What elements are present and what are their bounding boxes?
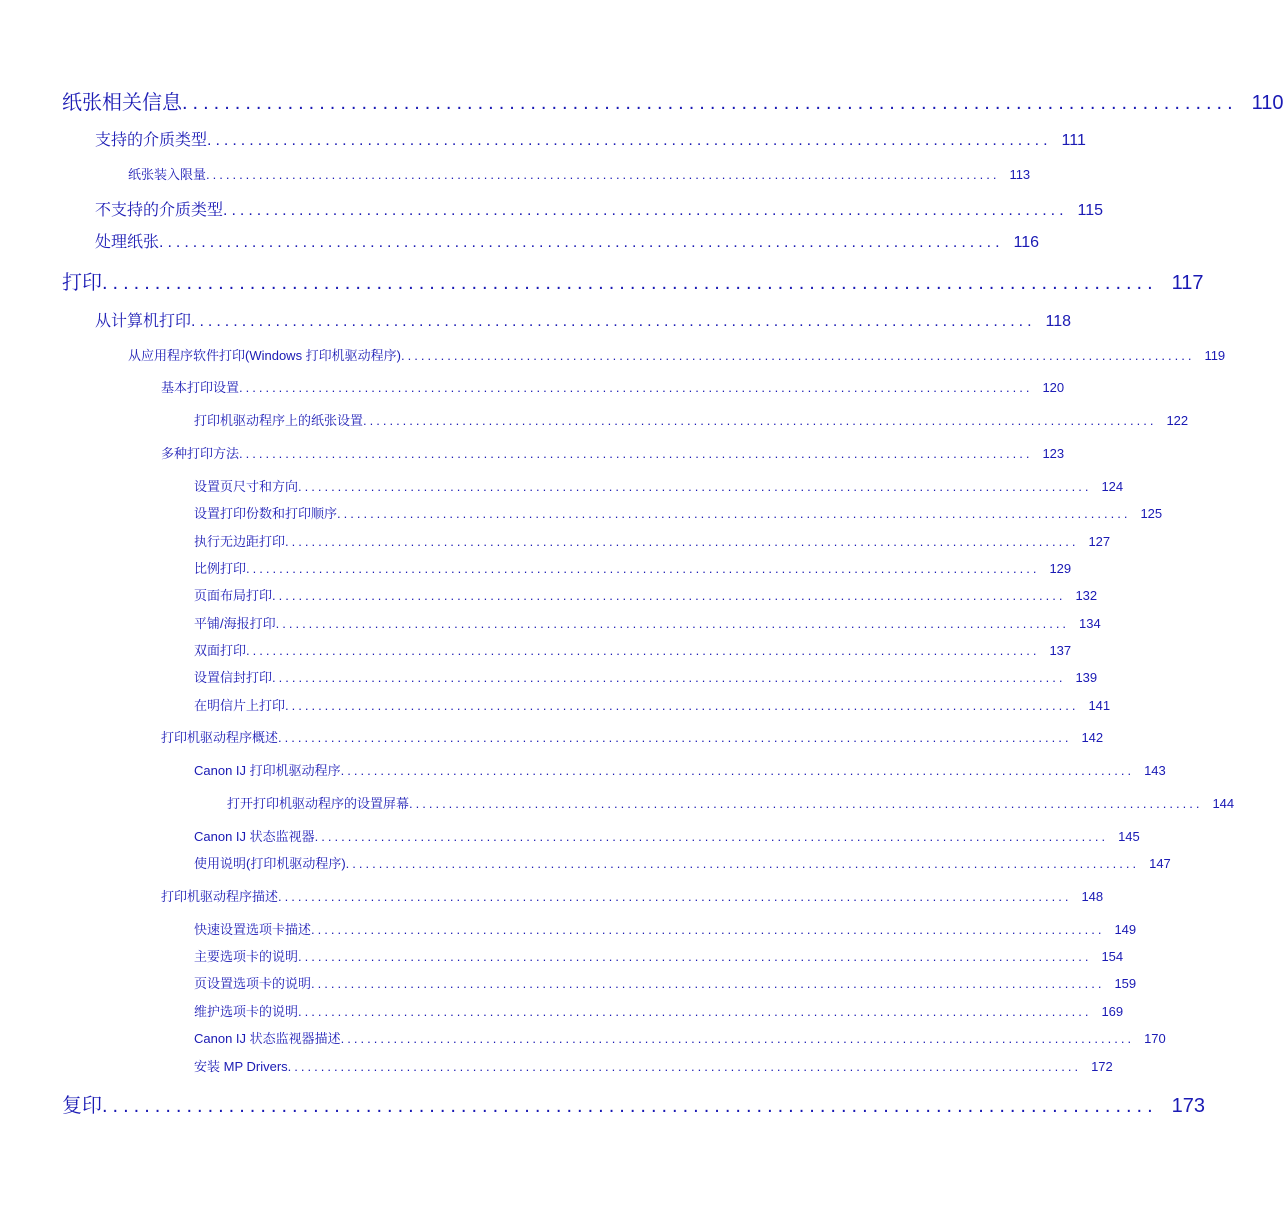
toc-leader-dots: ........................................................................................................................ bbox=[345, 856, 1140, 871]
toc-entry-title: 不支持的介质类型 bbox=[95, 202, 224, 219]
toc-entry-title: 支持的介质类型 bbox=[95, 132, 208, 149]
toc-leader-dots: ........................................................................................................................ bbox=[272, 670, 1066, 685]
toc-entry-title: 从应用程序软件打印(Windows 打印机驱动程序) bbox=[128, 348, 402, 363]
toc-entry-title: Canon IJ 打印机驱动程序 bbox=[194, 763, 341, 778]
toc-entry-scaled-print[interactable] bbox=[194, 558, 1072, 577]
toc-leader-dots: ........................................................................................................................ bbox=[340, 763, 1135, 778]
toc-entry-copying[interactable] bbox=[62, 1089, 1206, 1118]
toc-entry-driver-overview[interactable] bbox=[161, 727, 1104, 746]
toc-leader-dots: .................................................................................................... bbox=[223, 202, 1068, 219]
toc-leader-dots: ........................................................................................................................ bbox=[287, 1059, 1082, 1074]
toc-page-number: 118 bbox=[1045, 313, 1072, 330]
toc-entry-basic-print-settings[interactable] bbox=[161, 377, 1065, 396]
toc-leader-dots: ........................................................................................................................ bbox=[314, 829, 1109, 844]
toc-entry-title: 打印 bbox=[62, 272, 102, 294]
toc-page-number: 113 bbox=[1009, 167, 1031, 182]
toc-leader-dots: ........................................................................................................................ bbox=[272, 588, 1066, 603]
toc-entry-quick-setup-tab[interactable] bbox=[194, 919, 1137, 938]
toc-entry-page-size-orientation[interactable] bbox=[194, 476, 1124, 495]
toc-entry-page-layout[interactable] bbox=[194, 585, 1098, 604]
toc-page-number: 123 bbox=[1042, 446, 1065, 461]
toc-page-number: 122 bbox=[1166, 413, 1189, 428]
toc-entry-title: 复印 bbox=[62, 1095, 102, 1117]
toc-entry-borderless[interactable] bbox=[194, 531, 1111, 550]
toc-leader-dots: ........................................................................................................................ bbox=[278, 889, 1072, 904]
toc-entry-title: 设置信封打印 bbox=[194, 670, 273, 685]
toc-leader-dots: ........................................................................................................................ bbox=[239, 446, 1033, 461]
toc-entry-print-from-app[interactable] bbox=[128, 345, 1226, 364]
toc-page-number: 124 bbox=[1101, 479, 1124, 494]
toc-entry-paper-info[interactable] bbox=[62, 86, 1284, 115]
toc-entry-handling-paper[interactable] bbox=[95, 229, 1040, 252]
toc-leader-dots: ........................................................................................................................ bbox=[246, 643, 1040, 658]
toc-entry-title: 双面打印 bbox=[194, 643, 247, 658]
toc-leader-dots: ........................................................................................................................ bbox=[363, 413, 1157, 428]
toc-entry-install-mp-drivers[interactable] bbox=[194, 1056, 1113, 1075]
toc-page-number: 148 bbox=[1081, 889, 1104, 904]
toc-page-number: 129 bbox=[1049, 561, 1072, 576]
toc-entry-tiling-poster[interactable] bbox=[194, 613, 1101, 632]
toc-page-number: 149 bbox=[1114, 922, 1137, 937]
toc-page-number: 173 bbox=[1171, 1095, 1206, 1117]
toc-leader-dots: ........................................................................................................................ bbox=[275, 616, 1070, 631]
toc-entry-maintenance-tab[interactable] bbox=[194, 1001, 1124, 1020]
toc-page-number: 172 bbox=[1091, 1059, 1113, 1074]
toc-page-number: 143 bbox=[1144, 763, 1166, 778]
toc-entry-instructions[interactable] bbox=[194, 853, 1171, 872]
toc-page-number: 141 bbox=[1088, 698, 1111, 713]
toc-entry-duplex[interactable] bbox=[194, 640, 1072, 659]
toc-entry-paper-load-limit[interactable] bbox=[128, 164, 1031, 183]
toc-leader-dots: .................................................................................................... bbox=[102, 1095, 1158, 1117]
toc-leader-dots: ........................................................................................................................ bbox=[311, 976, 1105, 991]
toc-page-number: 159 bbox=[1114, 976, 1137, 991]
toc-page-number: 134 bbox=[1079, 616, 1101, 631]
toc-entry-title: 页面布局打印 bbox=[194, 588, 273, 603]
toc-page-number: 154 bbox=[1101, 949, 1124, 964]
toc-entry-postcard[interactable] bbox=[194, 695, 1111, 714]
toc-entry-printing[interactable] bbox=[62, 266, 1204, 295]
toc-entry-title: 页设置选项卡的说明 bbox=[194, 976, 312, 991]
toc-entry-driver-description[interactable] bbox=[161, 886, 1104, 905]
toc-page-number: 119 bbox=[1204, 348, 1226, 363]
toc-entry-title: 比例打印 bbox=[194, 561, 247, 576]
toc-page-number: 145 bbox=[1118, 829, 1140, 844]
toc-leader-dots: .................................................................................................... bbox=[207, 132, 1052, 149]
toc-page-number: 120 bbox=[1042, 380, 1065, 395]
toc-entry-page-setup-tab[interactable] bbox=[194, 973, 1137, 992]
toc-entry-unsupported-media[interactable] bbox=[95, 197, 1104, 220]
toc-entry-title: 基本打印设置 bbox=[161, 380, 240, 395]
toc-entry-title: 处理纸张 bbox=[95, 234, 160, 251]
toc-leader-dots: .................................................................................................... bbox=[182, 92, 1238, 114]
toc-entry-title: 执行无边距打印 bbox=[194, 534, 286, 549]
toc-entry-print-from-computer[interactable] bbox=[95, 308, 1072, 331]
toc-leader-dots: ........................................................................................................................ bbox=[285, 698, 1079, 713]
toc-entry-title: 打印机驱动程序描述 bbox=[161, 889, 279, 904]
toc-page-number: 132 bbox=[1075, 588, 1098, 603]
toc-entry-title: 打印机驱动程序上的纸张设置 bbox=[194, 413, 364, 428]
toc-entry-title: 主要选项卡的说明 bbox=[194, 949, 299, 964]
toc-entry-title: 纸张相关信息 bbox=[62, 92, 182, 114]
toc-page-number: 127 bbox=[1088, 534, 1111, 549]
toc-entry-title: 纸张装入限量 bbox=[128, 167, 207, 182]
toc-entry-open-driver-settings[interactable] bbox=[227, 793, 1235, 812]
toc-entry-title: 打开打印机驱动程序的设置屏幕 bbox=[227, 796, 410, 811]
toc-leader-dots: ........................................................................................................................ bbox=[206, 167, 1000, 182]
toc-leader-dots: ........................................................................................................................ bbox=[285, 534, 1079, 549]
toc-entry-title: 使用说明(打印机驱动程序) bbox=[194, 856, 346, 871]
toc-page-number: 144 bbox=[1212, 796, 1235, 811]
toc-leader-dots: .................................................................................................... bbox=[102, 272, 1158, 294]
toc-page-number: 115 bbox=[1077, 202, 1104, 219]
toc-page-number: 170 bbox=[1144, 1031, 1166, 1046]
toc-leader-dots: .................................................................................................... bbox=[159, 234, 1004, 251]
toc-entry-driver-paper-settings[interactable] bbox=[194, 410, 1189, 429]
toc-leader-dots: .................................................................................................... bbox=[191, 313, 1036, 330]
toc-entry-supported-media[interactable] bbox=[95, 127, 1086, 150]
toc-entry-title: Canon IJ 状态监视器 bbox=[194, 829, 315, 844]
toc-page-number: 116 bbox=[1013, 234, 1040, 251]
toc-page-number: 110 bbox=[1251, 92, 1284, 114]
toc-page-number: 137 bbox=[1049, 643, 1072, 658]
toc-entry-title: 打印机驱动程序概述 bbox=[161, 730, 279, 745]
toc-entry-canon-ij-driver[interactable] bbox=[194, 760, 1166, 779]
toc-page-number: 147 bbox=[1149, 856, 1171, 871]
toc-entry-print-methods[interactable] bbox=[161, 443, 1065, 462]
toc-leader-dots: ........................................................................................................................ bbox=[239, 380, 1033, 395]
toc-entry-title: 平铺/海报打印 bbox=[194, 616, 276, 631]
toc-entry-title: 维护选项卡的说明 bbox=[194, 1004, 299, 1019]
toc-page-number: 111 bbox=[1061, 132, 1086, 149]
toc-entry-copies-order[interactable] bbox=[194, 503, 1163, 522]
toc-entry-title: 从计算机打印 bbox=[95, 313, 192, 330]
toc-entry-title: 多种打印方法 bbox=[161, 446, 240, 461]
toc-leader-dots: ........................................................................................................................ bbox=[337, 506, 1131, 521]
toc-entry-status-monitor-desc[interactable] bbox=[194, 1028, 1166, 1047]
toc-page-number: 125 bbox=[1140, 506, 1163, 521]
toc-page-number: 169 bbox=[1101, 1004, 1124, 1019]
toc-leader-dots: ........................................................................................................................ bbox=[298, 949, 1092, 964]
toc-entry-main-tab[interactable] bbox=[194, 946, 1124, 965]
toc-leader-dots: ........................................................................................................................ bbox=[311, 922, 1105, 937]
toc-leader-dots: ........................................................................................................................ bbox=[401, 348, 1195, 363]
toc-page-number: 139 bbox=[1075, 670, 1098, 685]
toc-entry-title: 安装 MP Drivers bbox=[194, 1059, 288, 1074]
toc-leader-dots: ........................................................................................................................ bbox=[298, 479, 1092, 494]
toc-page-number: 117 bbox=[1171, 272, 1204, 294]
toc-entry-title: Canon IJ 状态监视器描述 bbox=[194, 1031, 341, 1046]
toc-page-number: 142 bbox=[1081, 730, 1104, 745]
toc-leader-dots: ........................................................................................................................ bbox=[298, 1004, 1092, 1019]
toc-entry-envelope[interactable] bbox=[194, 667, 1098, 686]
toc-leader-dots: ........................................................................................................................ bbox=[340, 1031, 1135, 1046]
toc-leader-dots: ........................................................................................................................ bbox=[246, 561, 1040, 576]
toc-leader-dots: ........................................................................................................................ bbox=[409, 796, 1203, 811]
toc-entry-title: 设置页尺寸和方向 bbox=[194, 479, 299, 494]
toc-entry-status-monitor[interactable] bbox=[194, 826, 1140, 845]
toc-leader-dots: ........................................................................................................................ bbox=[278, 730, 1072, 745]
toc-entry-title: 设置打印份数和打印顺序 bbox=[194, 506, 338, 521]
toc-entry-title: 在明信片上打印 bbox=[194, 698, 286, 713]
toc-entry-title: 快速设置选项卡描述 bbox=[194, 922, 312, 937]
